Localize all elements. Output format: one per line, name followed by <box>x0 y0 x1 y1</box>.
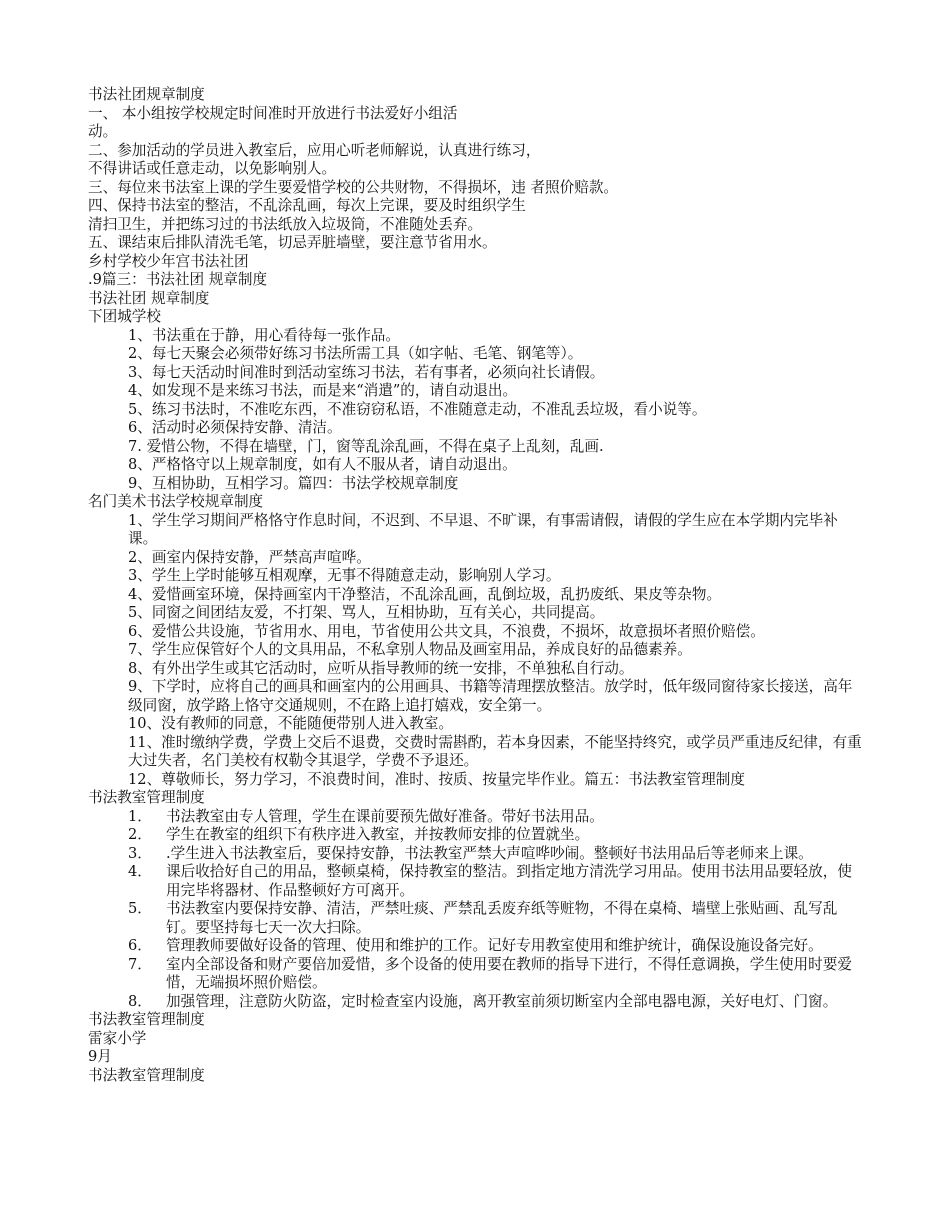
list-item: 7、学生应保管好个人的文具用品，不私拿别人物品及画室用品，养成良好的品德素养。 <box>128 641 692 658</box>
list-item: 4、爱惜画室环境，保持画室内干净整洁，不乱涂乱画，乱倒垃圾，乱扔废纸、果皮等杂物。 <box>128 585 722 603</box>
club-rule-4-cont: 清扫卫生，并把练习过的书法纸放入垃圾筒，不准随处丢弃。 <box>88 215 483 233</box>
item-number: 4． <box>128 863 152 880</box>
club-rule-3: 三、每位来书法室上课的学生要爱惜学校的公共财物，不得损坏，违 者照价赔款。 <box>88 178 619 196</box>
club-rule-4: 四、保持书法室的整洁，不乱涂乱画，每次上完课，要及时组织学生 <box>88 197 526 214</box>
item-number: 3． <box>128 844 152 862</box>
footer-date: 9月 <box>88 1048 112 1065</box>
club-rule-2: 二、参加活动的学员进入教室后，应用心听老师解说，认真进行练习， <box>88 141 541 159</box>
item-number: 1． <box>128 807 152 825</box>
list-item: 8、严格恪守以上规章制度，如有人不服从者，请自动退出。 <box>128 456 517 473</box>
numbered-item <box>88 826 864 845</box>
numbered-item <box>88 845 864 864</box>
numbered-item <box>88 993 864 1012</box>
footer-title-repeat: 书法教室管理制度 <box>88 1066 205 1084</box>
club-rule-2-cont: 不得讲话或任意走动，以免影响别人。 <box>88 160 337 177</box>
numbered-item <box>88 956 864 993</box>
list-item: 1、学生学习期间严格恪守作息时间，不迟到、不早退、不旷课，有事需请假，请假的学生应在本学期内完毕补课。 <box>128 511 838 547</box>
list-item: 12、尊敬师长，努力学习，不浪费时间，准时、按质、按量完毕作业。篇五：书法教室管理制度 <box>128 770 745 788</box>
numbered-item <box>88 808 864 827</box>
section-title-4: 名门美术书法学校规章制度 <box>88 493 264 510</box>
footer-school: 雷家小学 <box>88 1029 147 1047</box>
list-item: 2、每七天聚会必须带好练习书法所需工具（如字帖、毛笔、钢笔等）。 <box>128 345 583 362</box>
list-item: 9、下学时，应将自己的画具和画室内的公用画具、书籍等清理摆放整洁。放学时，低年级同窗待家长接送，高年级同窗，放学路上恪守交通规则，不在路上追打嬉戏，安全第一。 <box>128 678 853 714</box>
list-item: 5、同窗之间团结友爱，不打架、骂人，互相协助，互有关心，共同提高。 <box>128 604 605 621</box>
numbered-item <box>88 937 864 956</box>
item-text: 学生在教室的组织下有秩序进入教室，并按教师安排的位置就坐。 <box>166 826 590 843</box>
numbered-item <box>88 863 864 900</box>
doc-title-calligraphy-club-rules: 书法社团规章制度 <box>88 86 205 103</box>
item-number: 7． <box>128 955 152 973</box>
club-rule-5: 五、课结束后排队清洗毛笔，切忌弄脏墙壁，要注意节省用水。 <box>88 234 497 251</box>
section-title-3: 书法社团 规章制度 <box>88 289 210 307</box>
numbered-item <box>88 900 864 937</box>
item-number: 2． <box>128 826 152 843</box>
item-text: 室内全部设备和财产要倍加爱惜，多个设备的使用要在教师的指导下进行，不得任意调换，学生使用时要爱惜，无端损坏照价赔偿。 <box>166 955 852 991</box>
list-item: 3、学生上学时能够互相观摩，无事不得随意走动，影响别人学习。 <box>128 567 561 584</box>
item-text: 加强管理，注意防火防盗，定时检查室内设施，离开教室前须切断室内全部电器电源，关好电灯、门窗。 <box>166 992 838 1010</box>
item-number: 6． <box>128 937 152 954</box>
item-text: 书法教室由专人管理，学生在课前要预先做好准备。带好书法用品。 <box>166 807 604 825</box>
list-item: 9、互相协助，互相学习。篇四：书法学校规章制度 <box>128 474 459 492</box>
list-item: 3、每七天活动时间准时到活动室练习书法，若有事者，必须向社长请假。 <box>128 363 605 381</box>
list-item: 11、准时缴纳学费，学费上交后不退费，交费时需斟酌，若本身因素，不能坚持终究，或学员严重违反纪律，有重大过失者，名门美校有权勒令其退学，学费不予退还。 <box>128 733 862 769</box>
list-item: 1、书法重在于静，用心看待每一张作品。 <box>128 326 400 344</box>
list-item: 8、有外出学生或其它活动时，应听从指导教师的统一安排，不单独私自行动。 <box>128 659 634 677</box>
item-number: 5． <box>128 900 152 917</box>
item-text: 管理教师要做好设备的管理、使用和维护的工作。记好专用教室使用和维护统计，确保设施设备完好。 <box>166 937 823 954</box>
club-signature: 乡村学校少年宫书法社团 <box>88 252 249 270</box>
list-item: 6、爱惜公共设施，节省用水、用电，节省使用公共文具，不浪费，不损坏，故意损坏者照价赔偿。 <box>128 622 765 640</box>
list-item: 5、练习书法时，不准吃东西，不准窃窃私语，不准随意走动，不准乱丢垃圾，看小说等。 <box>128 400 707 418</box>
footer-title: 书法教室管理制度 <box>88 1011 205 1028</box>
item-text: .学生进入书法教室后，要保持安静，书法教室严禁大声喧哗吵闹。整顿好书法用品后等老师来上课。 <box>166 844 813 862</box>
list-item: 2、画室内保持安静，严禁高声喧哗。 <box>128 548 371 566</box>
item-text: 课后收拾好自己的用品，整顿桌椅，保持教室的整洁。到指定地方清洗学习用品。使用书法用品要轻放，使用完毕将器材、作品整顿好方可离开。 <box>166 863 852 899</box>
item-text: 书法教室内要保持安静、清洁，严禁吐痰、严禁乱丢废弃纸等赃物，不得在桌椅、墙壁上张贴画、乱写乱钉。要坚持每七天一次大扫除。 <box>166 900 838 936</box>
club-rule-1: 一、 本小组按学校规定时间准时开放进行书法爱好小组活 <box>88 104 458 122</box>
school-name: 下团城学校 <box>88 308 161 325</box>
document-body <box>88 86 864 1085</box>
section-title-5: 书法教室管理制度 <box>88 789 205 806</box>
list-item: 6、活动时必须保持安静、清洁。 <box>128 419 342 436</box>
item-number: 8． <box>128 992 152 1010</box>
list-item: 4、如发现不是来练习书法，而是来“消遣”的，请自动退出。 <box>128 382 518 399</box>
list-item: 7. 爱惜公物，不得在墙壁，门，窗等乱涂乱画，不得在桌子上乱刻，乱画. <box>128 437 604 455</box>
section-heading-3: .9篇三：书法社团 规章制度 <box>88 271 268 288</box>
club-rule-1-cont: 动。 <box>88 123 118 140</box>
list-item: 10、没有教师的同意，不能随便带别人进入教室。 <box>128 715 454 732</box>
